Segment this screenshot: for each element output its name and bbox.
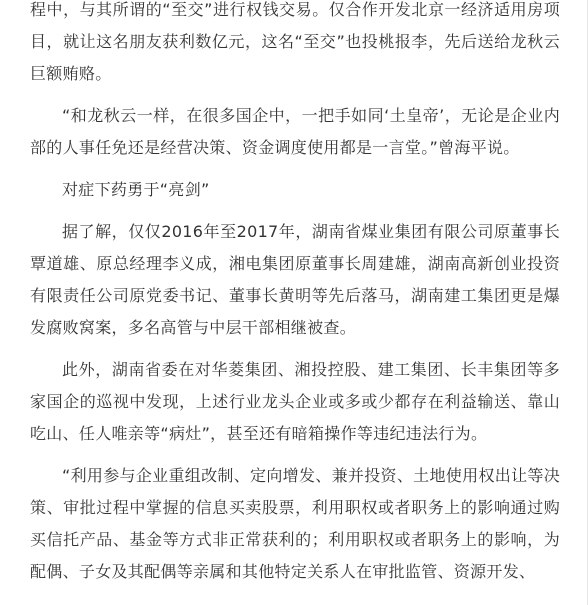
paragraph-gap: [30, 90, 560, 100]
paragraph-3: 据了解，仅仅2016年至2017年，湖南省煤业集团有限公司原董事长覃道雄、原总经理李义成，湘电集团原董事长周建雄，湖南高新创业投资有限责任公司原党委书记、董事长黄明等先后落马，湖南建工集团更是爆发腐败窝案，多名高管与中层干部相继被查。: [30, 222, 560, 337]
paragraph-1: 程中，与其所谓的“至交”进行权钱交易。仅合作开发北京一经济适用房项目，就让这名朋友获利数亿元，这名“至交”也投桃报李，先后送给龙秋云巨额贿赂。: [30, 0, 560, 83]
paragraph-4: 此外，湖南省委在对华菱集团、湘投控股、建工集团、长丰集团等多家国企的巡视中发现，上述行业龙头企业或多或少都存在利益输送、靠山吃山、任人唯亲等“病灶”，甚至还有暗箱操作等违纪违法行为。: [30, 360, 560, 443]
paragraph-gap: [30, 206, 560, 216]
paragraph-gap: [30, 450, 560, 460]
section-heading: 对症下药勇于“亮剑”: [62, 180, 210, 199]
paragraph-gap: [30, 164, 560, 174]
paragraph-2: “和龙秋云一样，在很多国企中，一把手如同‘土皇帝’，无论是企业内部的人事任免还是经营决策、资金调度使用都是一言堂。”曾海平说。: [30, 106, 560, 157]
paragraph-gap: [30, 344, 560, 354]
article-body: [30, 0, 560, 588]
paragraph-5: “利用参与企业重组改制、定向增发、兼并投资、土地使用权出让等决策、审批过程中掌握的信息买卖股票，利用职权或者职务上的影响通过购买信托产品、基金等方式非正常获利的；利用职权或者职务上的影响，为配偶、子女及其配偶等亲属和其他特定关系人在审批监管、资源开发、: [30, 466, 560, 581]
